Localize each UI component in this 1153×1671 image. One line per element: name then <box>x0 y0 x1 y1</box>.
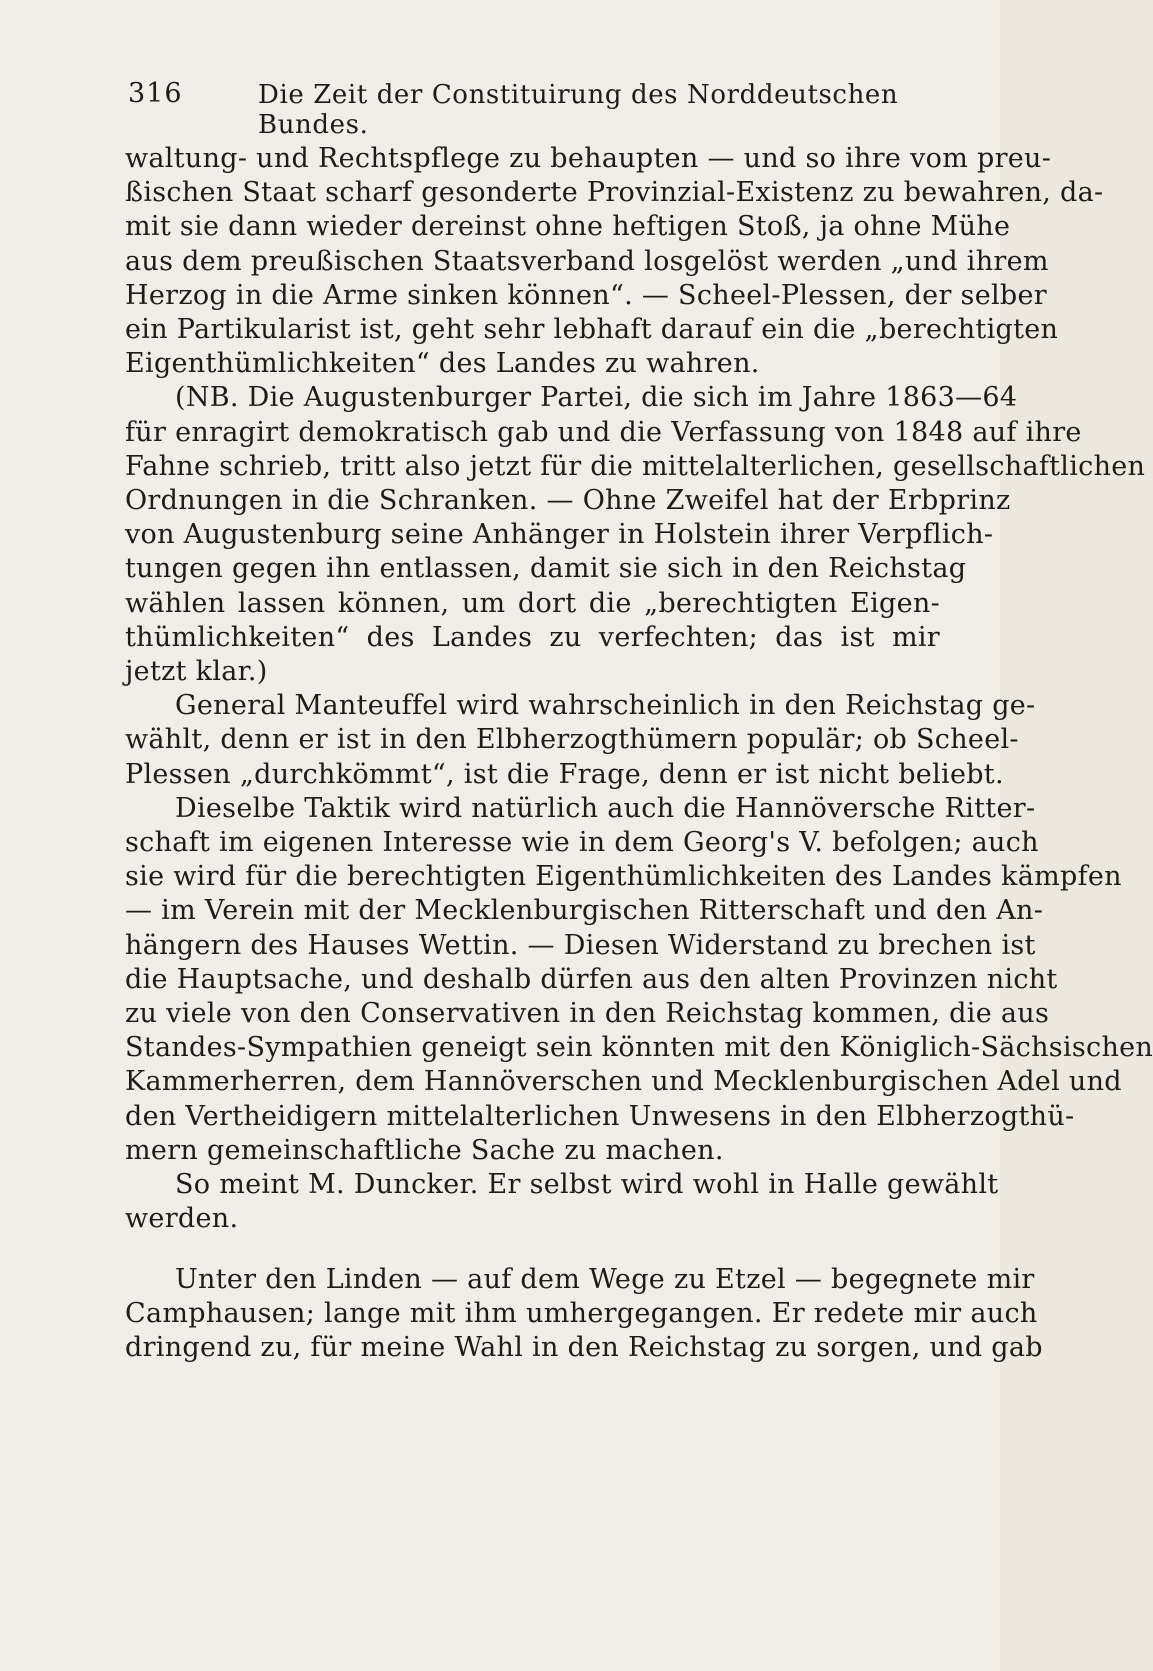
text-line: wählen lassen können, um dort die „berechtigten Eigen- <box>125 587 940 619</box>
text-line: tungen gegen ihn entlassen, damit sie sich in den Reichstag <box>125 553 967 585</box>
body-text <box>125 142 1153 1365</box>
section-gap <box>125 1237 940 1263</box>
text-line: wählt, denn er ist in den Elbherzogthümern populär; ob Scheel- <box>125 724 1019 756</box>
text-line: mit sie dann wieder dereinst ohne heftigen Stoß, ja ohne Mühe <box>125 211 1011 243</box>
page-number: 316 <box>128 78 183 109</box>
page-header <box>128 78 940 140</box>
text-line: Standes-Sympathien geneigt sein könnten mit den Königlich-Sächsischen <box>125 1032 1153 1064</box>
text-line: hängern des Hauses Wettin. — Diesen Widerstand zu brechen ist <box>125 929 1036 961</box>
text-line: dringend zu, für meine Wahl in den Reichstag zu sorgen, und gab <box>125 1331 1043 1363</box>
text-line: von Augustenburg seine Anhänger in Holstein ihrer Verpflich- <box>125 519 994 551</box>
text-line: zu viele von den Conservativen in den Reichstag kommen, die aus <box>125 998 1050 1030</box>
text-line: thümlichkeiten“ des Landes zu verfechten; das ist mir <box>125 621 940 653</box>
text-line: sie wird für die berechtigten Eigenthümlichkeiten des Landes kämpfen <box>125 861 1122 893</box>
text-line: die Hauptsache, und deshalb dürfen aus den alten Provinzen nicht <box>125 963 1058 995</box>
text-line: für enragirt demokratisch gab und die Verfassung von 1848 auf ihre <box>125 416 1082 448</box>
text-line: mern gemeinschaftliche Sache zu machen. <box>125 1134 724 1166</box>
text-line: den Vertheidigern mittelalterlichen Unwesens in den Elbherzogthü- <box>125 1100 1075 1132</box>
text-line: So meint M. Duncker. Er selbst wird wohl in Halle gewählt <box>175 1169 999 1201</box>
text-line: Plessen „durchkömmt“, ist die Frage, denn er ist nicht beliebt. <box>125 758 1004 790</box>
text-line: Dieselbe Taktik wird natürlich auch die Hannöversche Ritter- <box>175 792 1036 824</box>
text-line: schaft im eigenen Interesse wie in dem Georg's V. befolgen; auch <box>125 827 1039 859</box>
text-line: ein Partikularist ist, geht sehr lebhaft darauf ein die „berechtigten <box>125 314 1059 346</box>
text-line: (NB. Die Augustenburger Partei, die sich im Jahre 1863—64 <box>175 382 1018 414</box>
text-line: Fahne schrieb, tritt also jetzt für die mittelalterlichen, gesellschaftlichen <box>125 450 1146 482</box>
text-line: — im Verein mit der Mecklenburgischen Ritterschaft und den An- <box>125 895 1044 927</box>
text-line: jetzt klar.) <box>125 656 268 688</box>
text-line: Unter den Linden — auf dem Wege zu Etzel — begegnete mir <box>175 1263 1035 1295</box>
text-line: ßischen Staat scharf gesonderte Provinzial-Existenz zu bewahren, da- <box>125 177 1104 209</box>
text-line: Ordnungen in die Schranken. — Ohne Zweifel hat der Erbprinz <box>125 485 1011 517</box>
text-line: Eigenthümlichkeiten“ des Landes zu wahren. <box>125 348 760 380</box>
text-line: Camphausen; lange mit ihm umhergegangen. Er redete mir auch <box>125 1297 1038 1329</box>
text-line: aus dem preußischen Staatsverband losgelöst werden „und ihrem <box>125 245 1049 277</box>
text-line: werden. <box>125 1203 239 1235</box>
running-head: Die Zeit der Constituirung des Norddeutschen Bundes. <box>258 80 899 140</box>
text-line: waltung- und Rechtspflege zu behaupten — und so ihre vom preu- <box>125 143 1052 174</box>
text-line: General Manteuffel wird wahrscheinlich in den Reichstag ge- <box>175 690 1036 722</box>
text-line: Herzog in die Arme sinken können“. — Scheel-Plessen, der selber <box>125 279 1047 311</box>
text-line: Kammerherren, dem Hannöverschen und Mecklenburgischen Adel und <box>125 1066 1122 1098</box>
